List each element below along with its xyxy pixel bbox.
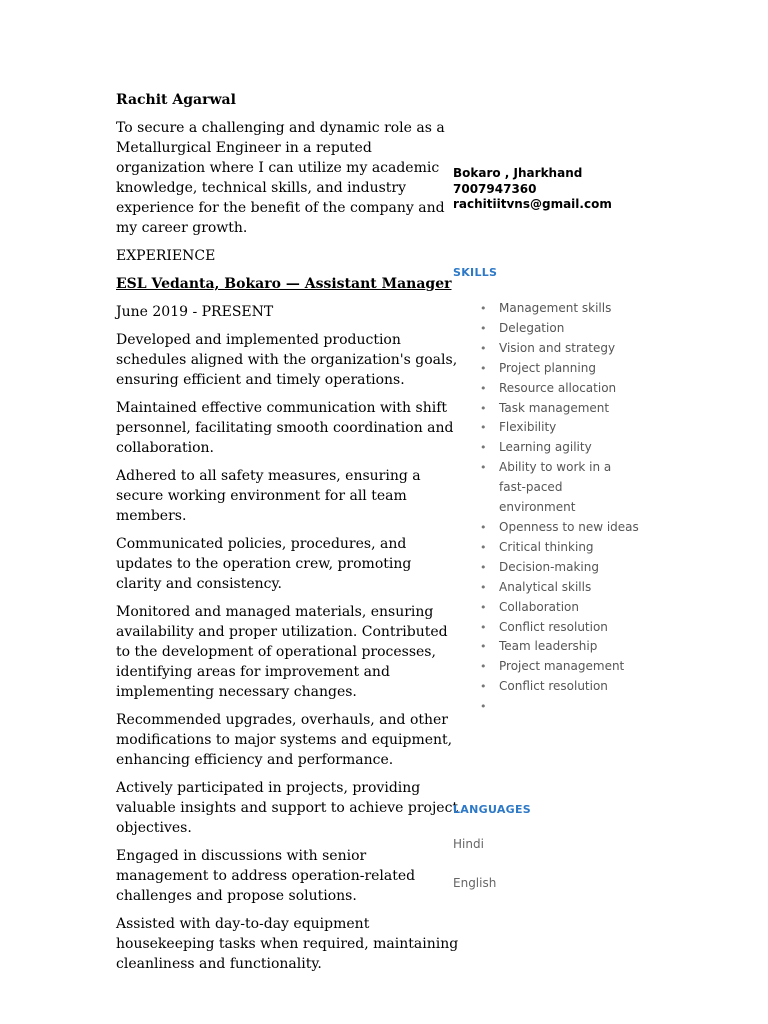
skill-label: Management skills [499,301,612,315]
skill-item [453,379,639,399]
bullet-icon: • [480,560,487,574]
job-point: Engaged in discussions with senior management to address operation-related challenges and propose solutions. [116,848,416,904]
bullet-icon: • [480,600,487,614]
main-column [116,90,461,982]
skill-item [453,458,639,518]
skill-label: Task management [499,400,610,415]
skill-label: Team leadership [499,639,598,654]
bullet-icon: • [480,540,487,554]
bullet-icon: • [480,421,487,435]
skill-item [453,618,639,638]
bullet-icon: • [480,700,487,714]
skill-label: Openness to new ideas [499,519,639,534]
contact-phone: 7007947360 [453,181,537,196]
language-item: Hindi [453,837,484,851]
bullet-icon: • [480,381,487,395]
job-point: Assisted with day-to-day equipment housekeeping tasks when required, maintaining cleanliness and functionality. [116,916,459,972]
bullet-icon: • [480,302,487,315]
skill-item [453,359,639,379]
language-item: English [453,876,497,890]
skill-item [453,299,639,319]
skill-item [453,518,639,538]
skill-label: Delegation [499,320,565,335]
job-point: Maintained effective communication with shift personnel, facilitating smooth coordination and collaboration. [116,400,454,456]
skills-list [453,299,639,714]
skill-item [453,677,639,697]
bullet-icon: • [480,580,487,594]
skill-label: Project planning [499,360,596,375]
skill-item [453,399,639,419]
skill-label: Flexibility [499,420,557,435]
skill-item [453,538,639,558]
skill-item [453,657,639,677]
bullet-icon: • [480,680,487,694]
bullet-icon: • [480,640,487,654]
bullet-icon: • [480,520,487,534]
job-points [116,330,461,974]
skill-label: Collaboration [499,599,579,614]
objective-text: To secure a challenging and dynamic role as a Metallurgical Engineer in a reputed organization where I can utilize my academic knowledge, technical skills, and industry experience for the benefit of the company and my career growth. [116,120,445,236]
skill-item [453,438,639,458]
job-point: Actively participated in projects, providing valuable insights and support to achieve project objectives. [116,780,459,836]
candidate-name: Rachit Agarwal [116,92,236,108]
bullet-icon: • [480,341,487,355]
bullet-icon: • [480,321,487,335]
contact-block [453,166,753,213]
sidebar-column [453,166,753,890]
skill-item [453,598,639,618]
skill-item [453,637,639,657]
skill-item [453,418,639,438]
skill-item [453,339,639,359]
skill-label: Decision-making [499,559,599,574]
job-point: Communicated policies, procedures, and updates to the operation crew, promoting clarity and consistency. [116,536,412,592]
skill-label: Conflict resolution [499,679,608,694]
skill-label: Conflict resolution [499,619,608,634]
bullet-icon: • [480,461,487,475]
skill-label: Analytical skills [499,579,592,594]
job-dates: June 2019 - PRESENT [116,304,274,320]
contact-email: rachitiitvns@gmail.com [453,197,612,211]
skill-label: Critical thinking [499,539,594,554]
bullet-icon: • [480,441,487,455]
job-point: Adhered to all safety measures, ensuring a secure working environment for all team members. [116,468,421,524]
job-point: Developed and implemented production schedules aligned with the organization's goals, ensuring efficient and timely operations. [116,332,458,388]
skill-item [453,319,639,339]
bullet-icon: • [480,361,487,375]
job-point: Monitored and managed materials, ensuring availability and proper utilization. Contributed to the development of operational processes, identifying areas for improvement and implementing necessary changes. [116,604,448,700]
bullet-icon: • [480,401,487,415]
bullet-icon: • [480,660,487,674]
skill-item [453,578,639,598]
skill-label: Vision and strategy [499,340,616,355]
skill-label: Ability to work in a fast-paced environment [499,460,612,515]
contact-location: Bokaro , Jharkhand [453,166,583,180]
skill-label: Project management [499,659,625,674]
skill-item [453,558,639,578]
languages-heading: LANGUAGES [453,803,532,816]
skills-heading: SKILLS [453,266,498,279]
bullet-icon: • [480,620,487,634]
job-point: Recommended upgrades, overhauls, and other modifications to major systems and equipment, enhancing efficiency and performance. [116,712,453,768]
skill-label: Resource allocation [499,380,617,395]
experience-heading: EXPERIENCE [116,248,216,264]
job-title: ESL Vedanta, Bokaro — Assistant Manager [116,276,452,292]
skill-label: Learning agility [499,440,592,455]
